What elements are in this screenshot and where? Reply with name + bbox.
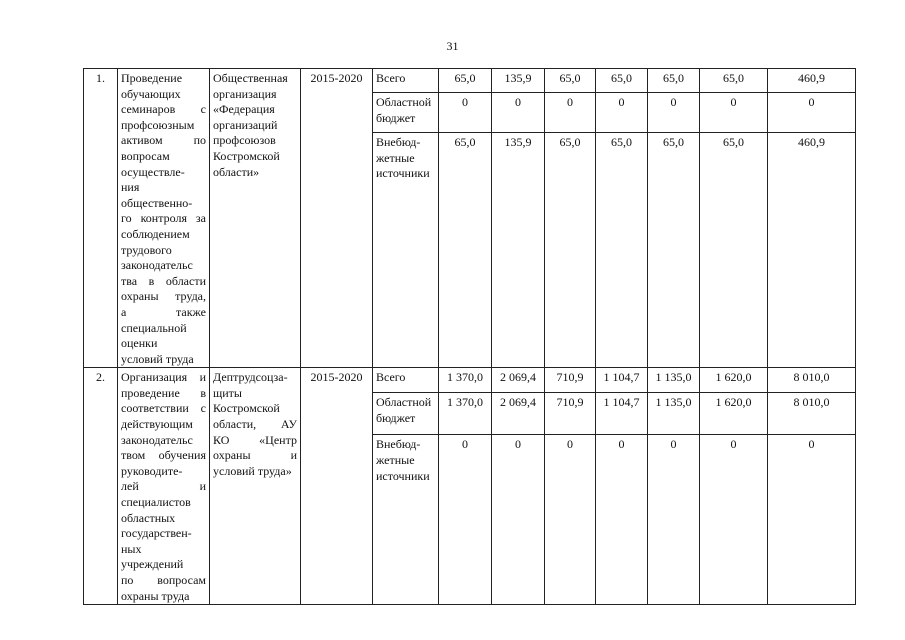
event-text-line: охраны труда, bbox=[121, 289, 206, 304]
value-cell: 0 bbox=[545, 93, 596, 133]
event-text-line: учреждений bbox=[121, 557, 184, 572]
source-name-line: жетные bbox=[376, 150, 415, 165]
value-cell: 1 135,0 bbox=[648, 368, 700, 393]
period-cell: 2015-2020 bbox=[301, 368, 373, 605]
source-name-cell bbox=[373, 93, 439, 133]
total-cell: 8 010,0 bbox=[768, 393, 856, 435]
event-text-line: тва в области bbox=[121, 273, 206, 288]
value-cell: 0 bbox=[545, 435, 596, 605]
total-cell: 460,9 bbox=[768, 69, 856, 93]
value-cell: 0 bbox=[596, 93, 648, 133]
executor-text-line: щиты bbox=[213, 385, 242, 400]
row-number: 2. bbox=[84, 368, 118, 605]
executor-text-line: Дептрудсоцза- bbox=[213, 370, 288, 385]
table-body bbox=[84, 69, 856, 605]
event-text-line: законодательс bbox=[121, 432, 193, 447]
event-text-line: осуществле- bbox=[121, 164, 185, 179]
value-cell: 710,9 bbox=[545, 368, 596, 393]
event-text-line: профсоюзным bbox=[121, 117, 195, 132]
budget-table bbox=[83, 68, 856, 605]
event-text-line: трудового bbox=[121, 242, 172, 257]
event-text-line: проведение в bbox=[121, 385, 206, 400]
value-cell: 65,0 bbox=[545, 133, 596, 368]
source-name-line: Всего bbox=[376, 71, 406, 85]
event-text-line: ния bbox=[121, 180, 140, 195]
value-cell: 65,0 bbox=[545, 69, 596, 93]
executor-cell bbox=[210, 368, 301, 605]
event-text-line: действующим bbox=[121, 417, 193, 432]
executor-text-line: организаций bbox=[213, 117, 278, 132]
total-cell: 460,9 bbox=[768, 133, 856, 368]
event-text-line: а также bbox=[121, 304, 206, 319]
value-cell: 0 bbox=[439, 435, 492, 605]
value-cell: 0 bbox=[492, 93, 545, 133]
value-cell: 2 069,4 bbox=[492, 393, 545, 435]
value-cell: 65,0 bbox=[439, 133, 492, 368]
table-row bbox=[84, 69, 856, 93]
source-name-cell bbox=[373, 133, 439, 368]
event-text-line: общественно- bbox=[121, 195, 193, 210]
source-name-line: Внебюд- bbox=[376, 437, 421, 452]
executor-cell bbox=[210, 69, 301, 368]
event-text-line: Организация и bbox=[121, 370, 206, 385]
value-cell: 0 bbox=[700, 93, 768, 133]
source-name-cell bbox=[373, 435, 439, 605]
value-cell: 1 104,7 bbox=[596, 368, 648, 393]
value-cell: 135,9 bbox=[492, 133, 545, 368]
executor-text-line: Общественная bbox=[213, 71, 288, 85]
executor-text-line: профсоюзов bbox=[213, 133, 276, 148]
value-cell: 1 620,0 bbox=[700, 393, 768, 435]
value-cell: 710,9 bbox=[545, 393, 596, 435]
executor-text-line: охраны и bbox=[213, 448, 297, 463]
value-cell: 0 bbox=[648, 93, 700, 133]
event-text-line: государствен- bbox=[121, 526, 192, 541]
event-text-line: обучающих bbox=[121, 86, 181, 101]
source-name-line: жетные bbox=[376, 452, 415, 467]
event-text-line: вопросам bbox=[121, 148, 170, 163]
executor-text-line: области, АУ bbox=[213, 417, 297, 432]
event-text-line: руководите- bbox=[121, 463, 183, 478]
source-name-cell bbox=[373, 69, 439, 93]
source-name-line: источники bbox=[376, 468, 430, 483]
value-cell: 65,0 bbox=[700, 133, 768, 368]
value-cell: 0 bbox=[648, 435, 700, 605]
event-text-line: семинаров с bbox=[121, 102, 206, 117]
executor-text-line: условий труда» bbox=[213, 463, 292, 478]
executor-text-line: КО «Центр bbox=[213, 432, 297, 447]
event-text-line: специальной bbox=[121, 320, 187, 335]
event-text-line: по вопросам bbox=[121, 573, 206, 587]
value-cell: 1 104,7 bbox=[596, 393, 648, 435]
value-cell: 0 bbox=[439, 93, 492, 133]
executor-text-line: «Федерация bbox=[213, 102, 275, 117]
event-text-line: Проведение bbox=[121, 71, 183, 85]
value-cell: 0 bbox=[492, 435, 545, 605]
source-name-line: Областной bbox=[376, 395, 432, 410]
event-text-line: специалистов bbox=[121, 495, 191, 510]
source-name-cell bbox=[373, 393, 439, 435]
source-name-line: Внебюд- bbox=[376, 135, 421, 150]
event-text-line: активом по bbox=[121, 133, 206, 148]
value-cell: 2 069,4 bbox=[492, 368, 545, 393]
event-text-line: оценки bbox=[121, 336, 158, 351]
event-text-line: твом обучения bbox=[121, 448, 206, 463]
source-name-line: источники bbox=[376, 166, 430, 181]
event-text-line: законодательс bbox=[121, 258, 193, 273]
value-cell: 65,0 bbox=[596, 133, 648, 368]
event-text-line: условий труда bbox=[121, 351, 194, 366]
value-cell: 0 bbox=[700, 435, 768, 605]
page-number: 31 bbox=[446, 39, 459, 53]
executor-text-line: Костромской bbox=[213, 148, 280, 163]
total-cell: 8 010,0 bbox=[768, 368, 856, 393]
value-cell: 65,0 bbox=[700, 69, 768, 93]
event-text-line: лей и bbox=[121, 479, 206, 494]
total-cell: 0 bbox=[768, 93, 856, 133]
value-cell: 135,9 bbox=[492, 69, 545, 93]
source-name-cell bbox=[373, 368, 439, 393]
event-text-line: областных bbox=[121, 510, 176, 525]
executor-text-line: организация bbox=[213, 86, 277, 101]
period-cell: 2015-2020 bbox=[301, 69, 373, 368]
value-cell: 1 370,0 bbox=[439, 393, 492, 435]
event-text-line: ных bbox=[121, 541, 142, 556]
executor-text-line: области» bbox=[213, 164, 260, 179]
value-cell: 1 370,0 bbox=[439, 368, 492, 393]
table-row bbox=[84, 368, 856, 393]
event-text-line: соответствии с bbox=[121, 401, 206, 416]
event-cell bbox=[118, 69, 210, 368]
event-text-line: соблюдением bbox=[121, 226, 190, 241]
source-name-line: Всего bbox=[376, 370, 406, 385]
value-cell: 65,0 bbox=[596, 69, 648, 93]
event-cell bbox=[118, 368, 210, 605]
source-name-line: бюджет bbox=[376, 411, 416, 426]
total-cell: 0 bbox=[768, 435, 856, 605]
value-cell: 65,0 bbox=[648, 133, 700, 368]
event-text-line: охраны труда bbox=[121, 588, 190, 603]
row-number: 1. bbox=[84, 69, 118, 368]
source-name-line: бюджет bbox=[376, 110, 416, 125]
source-name-line: Областной bbox=[376, 95, 432, 110]
value-cell: 1 620,0 bbox=[700, 368, 768, 393]
executor-text-line: Костромской bbox=[213, 401, 280, 416]
event-text-line: го контроля за bbox=[121, 211, 206, 226]
value-cell: 0 bbox=[596, 435, 648, 605]
value-cell: 1 135,0 bbox=[648, 393, 700, 435]
value-cell: 65,0 bbox=[648, 69, 700, 93]
value-cell: 65,0 bbox=[439, 69, 492, 93]
